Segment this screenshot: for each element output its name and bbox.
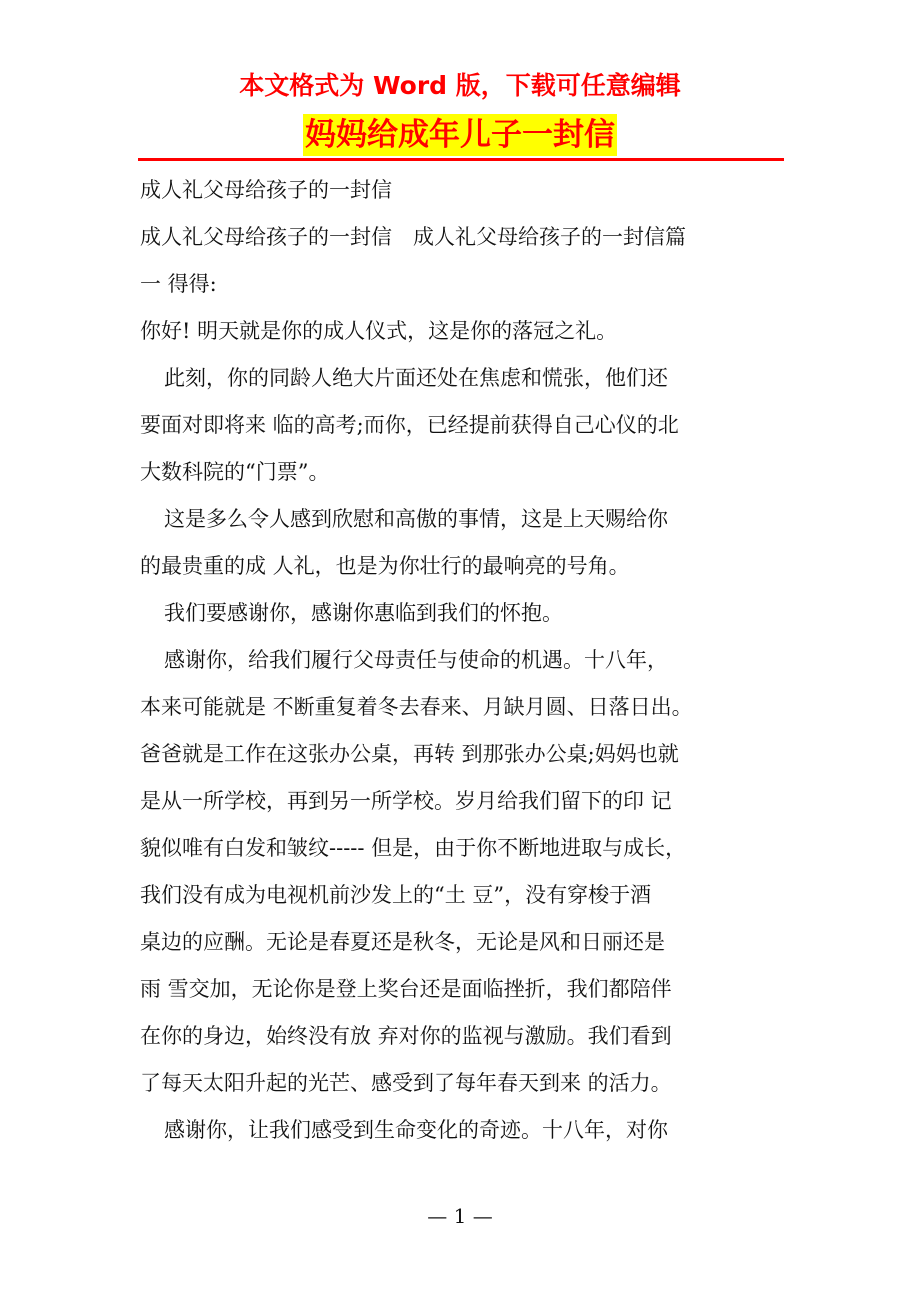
document-title: 妈妈给成年儿子一封信 (303, 114, 617, 156)
title-divider (138, 158, 784, 161)
text-line: 爸爸就是工作在这张办公桌，再转 到那张办公桌;妈妈也就 (140, 742, 679, 766)
text-line: 我们要感谢你，感谢你惠临到我们的怀抱。 (164, 601, 563, 625)
text-line: 成人礼父母给孩子的一封信 成人礼父母给孩子的一封信篇 (140, 225, 686, 249)
text-line: 这是多么令人感到欣慰和高傲的事情，这是上天赐给你 (164, 507, 668, 531)
text-line: 的最贵重的成 人礼，也是为你壮行的最响亮的号角。 (140, 554, 630, 578)
text-line: 要面对即将来 临的高考;而你，已经提前获得自己心仪的北 (140, 413, 679, 437)
body-text (140, 167, 790, 1154)
text-line: 我们没有成为电视机前沙发上的“土 豆”，没有穿梭于酒 (140, 883, 652, 907)
text-line: 了每天太阳升起的光芒、感受到了每年春天到来 的活力。 (140, 1071, 672, 1095)
text-line: 雨 雪交加，无论你是登上奖台还是面临挫折，我们都陪伴 (140, 977, 672, 1001)
text-line: 大数科院的“门票”。 (140, 460, 330, 484)
text-line: 感谢你，让我们感受到生命变化的奇迹。十八年，对你 (164, 1118, 668, 1142)
text-line: 感谢你，给我们履行父母责任与使命的机遇。十八年， (164, 648, 668, 672)
text-line: 此刻，你的同龄人绝大片面还处在焦虑和慌张，他们还 (164, 366, 668, 390)
text-line: 貌似唯有白发和皱纹----- 但是，由于你不断地进取与成长， (140, 836, 687, 860)
page-number: — 1 — (427, 1204, 493, 1228)
text-line: 是从一所学校，再到另一所学校。岁月给我们留下的印 记 (140, 789, 672, 813)
text-line: 一 得得: (140, 272, 217, 296)
format-notice: 本文格式为 Word 版，下载可任意编辑 (239, 71, 681, 100)
text-line: 你好! 明天就是你的成人仪式，这是你的落冠之礼。 (140, 319, 618, 343)
title-container (0, 114, 920, 156)
text-line: 成人礼父母给孩子的一封信 (140, 178, 392, 202)
text-line: 桌边的应酬。无论是春夏还是秋冬，无论是风和日丽还是 (140, 930, 665, 954)
text-line: 本来可能就是 不断重复着冬去春来、月缺月圆、日落日出。 (140, 695, 693, 719)
text-line: 在你的身边，始终没有放 弃对你的监视与激励。我们看到 (140, 1024, 672, 1048)
